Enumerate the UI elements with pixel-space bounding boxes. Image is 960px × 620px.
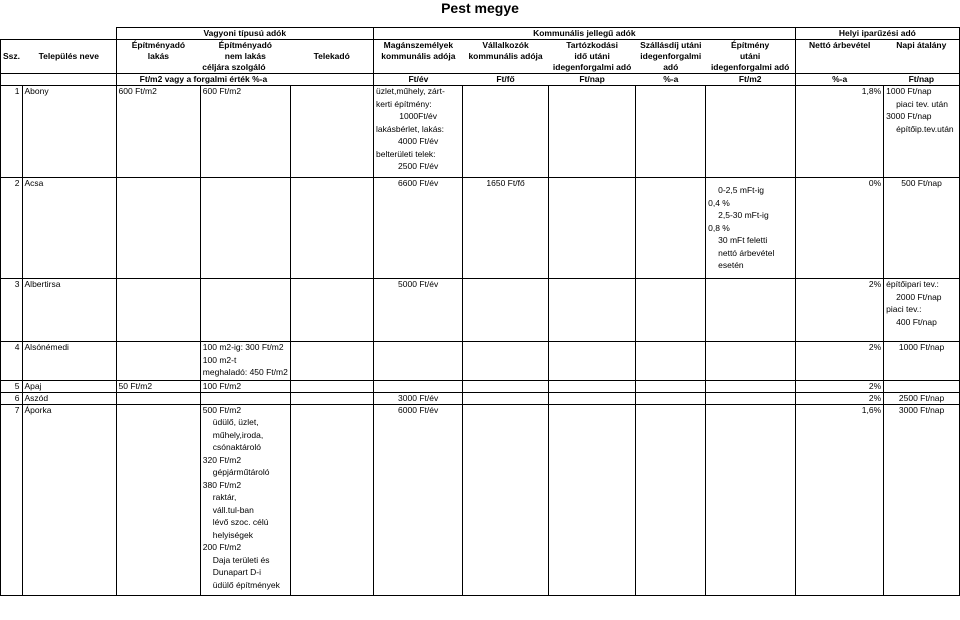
col-napi: Napi átalány [884,40,960,52]
table-row: 6 Aszód 3000 Ft/év 2% 2500 Ft/nap [1,392,960,404]
col-telepules: Település neve [38,51,99,61]
col-netto: Nettó árbevétel [795,40,883,52]
table-row: 4 Alsónémedi 100 m2-ig: 300 Ft/m2 100 m2-t meghaladó: 450 Ft/m2 2% 1000 Ft/nap [1,342,960,381]
tax-table: Vagyoni típusú adók Kommunális jellegű adók Helyi iparűzési adó Építményadó Építményadó Magánszemélyek Vállalkozók Tartózkodási Szállásdíj utáni Építmény Nettó árbevétel Napi átalány Ssz. Település neve lakás nem lakás Telekadó kommunális adója kommunális adója idő utáni idegenforgalmi utáni céljára szolgáló idegenforgalmi adó adó idegenforgalmi adó Ft/m2 vagy a forgalmi érték %-a Ft/év Ft/fő Ft/nap %-a Ft/m2 %-a Ft/nap 1 Abony 600 Ft/m2 600 Ft/m2 üzlet,műhely, zárt- kerti építmény: 1000Ft/év lakásbérlet, lakás: 4000 Ft/év belterületi telek: 2500 Ft/év 1,8% 1000 Ft/nap piaci tev. után 3000 Ft/nap építőip.tev.után 2 Acsa 6600 Ft/év 1650 Ft/fő 0-2,5 mFt-ig 0,4 % 2,5-30 mFt-ig 0,8 % 30 mFt feletti nettó árbevétel esetén 0% 500 Ft/nap 3 Albertirsa 5000 Ft/év 2% építőipari tev.: 2000 Ft/nap piaci tev.: 400 Ft/nap 4 Alsónémedi 100 m2-ig: 300 Ft/m2 100 m2-t meghaladó: 450 Ft/m2 2% 1000 Ft/nap 5 Apaj 50 Ft/m2 100 Ft/m2 2% 6 Aszód 3000 Ft/év 2% 2500 Ft/nap 7 Áporka 500 Ft/m2 üdülő, üzlet, műhely,iroda, csónaktároló 320 Ft/m2 gépjárműtároló 380 Ft/m2 raktár, váll.tul-ban lévő szoc. célú helyiségek 200 Ft/m2 Daja területi és Dunapart D-i üdülő építmények 6000 Ft/év 1,6% 3000 Ft/nap [0,27,960,596]
table-row: 2 Acsa 6600 Ft/év 1650 Ft/fő 0-2,5 mFt-ig 0,4 % 2,5-30 mFt-ig 0,8 % 30 mFt feletti nettó árbevétel esetén 0% 500 Ft/nap [1,178,960,279]
col-epit: Építmény [706,40,796,52]
magan-cell: üzlet,műhely, zárt- kerti építmény: 1000Ft/év lakásbérlet, lakás: 4000 Ft/év belterületi telek: 2500 Ft/év [374,86,463,178]
epit-cell: 0-2,5 mFt-ig 0,4 % 2,5-30 mFt-ig 0,8 % 30 mFt feletti nettó árbevétel esetén [706,178,796,279]
col-magan: Magánszemélyek [374,40,463,52]
col-vall: Vállalkozók [463,40,549,52]
group-vagyoni: Vagyoni típusú adók [116,28,373,40]
napi-cell: 1000 Ft/nap piaci tev. után 3000 Ft/nap építőip.tev.után [884,86,960,178]
table-row: 5 Apaj 50 Ft/m2 100 Ft/m2 2% [1,380,960,392]
table-row: 7 Áporka 500 Ft/m2 üdülő, üzlet, műhely,iroda, csónaktároló 320 Ft/m2 gépjárműtároló 380 Ft/m2 raktár, váll.tul-ban lévő szoc. célú helyiségek 200 Ft/m2 Daja területi és Dunapart D-i üdülő építmények 6000 Ft/év 1,6% 3000 Ft/nap [1,404,960,595]
col-tart: Tartózkodási [548,40,636,52]
page-title: Pest megye [441,0,519,16]
group-ipar: Helyi iparűzési adó [795,28,959,40]
epitmeny-nem-cell: 100 m2-ig: 300 Ft/m2 100 m2-t meghaladó: 450 Ft/m2 [200,342,290,381]
table-row: 3 Albertirsa 5000 Ft/év 2% építőipari tev.: 2000 Ft/nap piaci tev.: 400 Ft/nap [1,279,960,342]
unit-ftm2: Ft/m2 vagy a forgalmi érték %-a [116,74,290,86]
col-szall: Szállásdíj utáni [636,40,706,52]
table-row: 1 Abony 600 Ft/m2 600 Ft/m2 üzlet,műhely, zárt- kerti építmény: 1000Ft/év lakásbérlet, lakás: 4000 Ft/év belterületi telek: 2500 Ft/év 1,8% 1000 Ft/nap piaci tev. után 3000 Ft/nap építőip.tev.után [1,86,960,178]
col-epitmeny-lakas: Építményadó [116,40,200,52]
col-ssz: Ssz. [1,51,23,62]
group-kommunalis: Kommunális jellegű adók [374,28,796,40]
col-telek: Telekadó [290,51,373,62]
epitmeny-nem-cell: 500 Ft/m2 üdülő, üzlet, műhely,iroda, csónaktároló 320 Ft/m2 gépjárműtároló 380 Ft/m2 raktár, váll.tul-ban lévő szoc. célú helyiségek 200 Ft/m2 Daja területi és Dunapart D-i üdülő építmények [200,404,290,595]
napi-cell: építőipari tev.: 2000 Ft/nap piaci tev.: 400 Ft/nap [884,279,960,342]
